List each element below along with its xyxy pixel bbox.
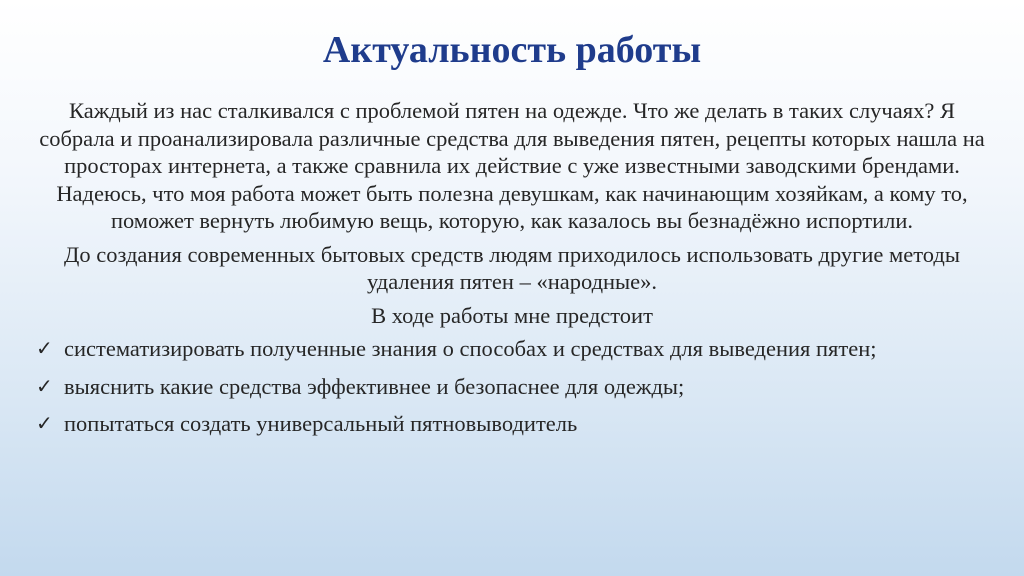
task-checklist [30, 335, 994, 438]
slide-body [30, 97, 994, 448]
tasks-heading: В ходе работы мне предстоит [371, 302, 653, 328]
checklist-item-text: выяснить какие средства эффективнее и безопаснее для одежды; [64, 373, 685, 399]
checklist-item [30, 335, 994, 363]
checkmark-icon: ✓ [36, 336, 53, 360]
checklist-item [30, 410, 994, 438]
history-paragraph: До создания современных бытовых средств людям приходилось использовать другие методы удаления пятен – «народные». [64, 241, 960, 294]
checklist-item [30, 373, 994, 401]
checkmark-icon: ✓ [36, 411, 53, 435]
checkmark-icon: ✓ [36, 373, 53, 398]
intro-paragraph: Каждый из нас сталкивался с проблемой пятен на одежде. Что же делать в таких случаях? Я собрала и проанализировала различные средства для выведения пятен, рецепты которых нашла на просторах интернета, а также сравнила их действие с уже известными заводскими брендами. Надеюсь, что моя работа может быть полезна девушкам, как начинающим хозяйкам, а кому то, поможет вернуть любимую вещь, которую, как казалось вы безнадёжно испортили. [39, 98, 985, 233]
checklist-item-text: попытаться создать универсальный пятновыводитель [64, 411, 578, 436]
checklist-item-text: систематизировать полученные знания о способах и средствах для выведения пятен; [64, 336, 877, 361]
slide-title: Актуальность работы [322, 29, 702, 71]
